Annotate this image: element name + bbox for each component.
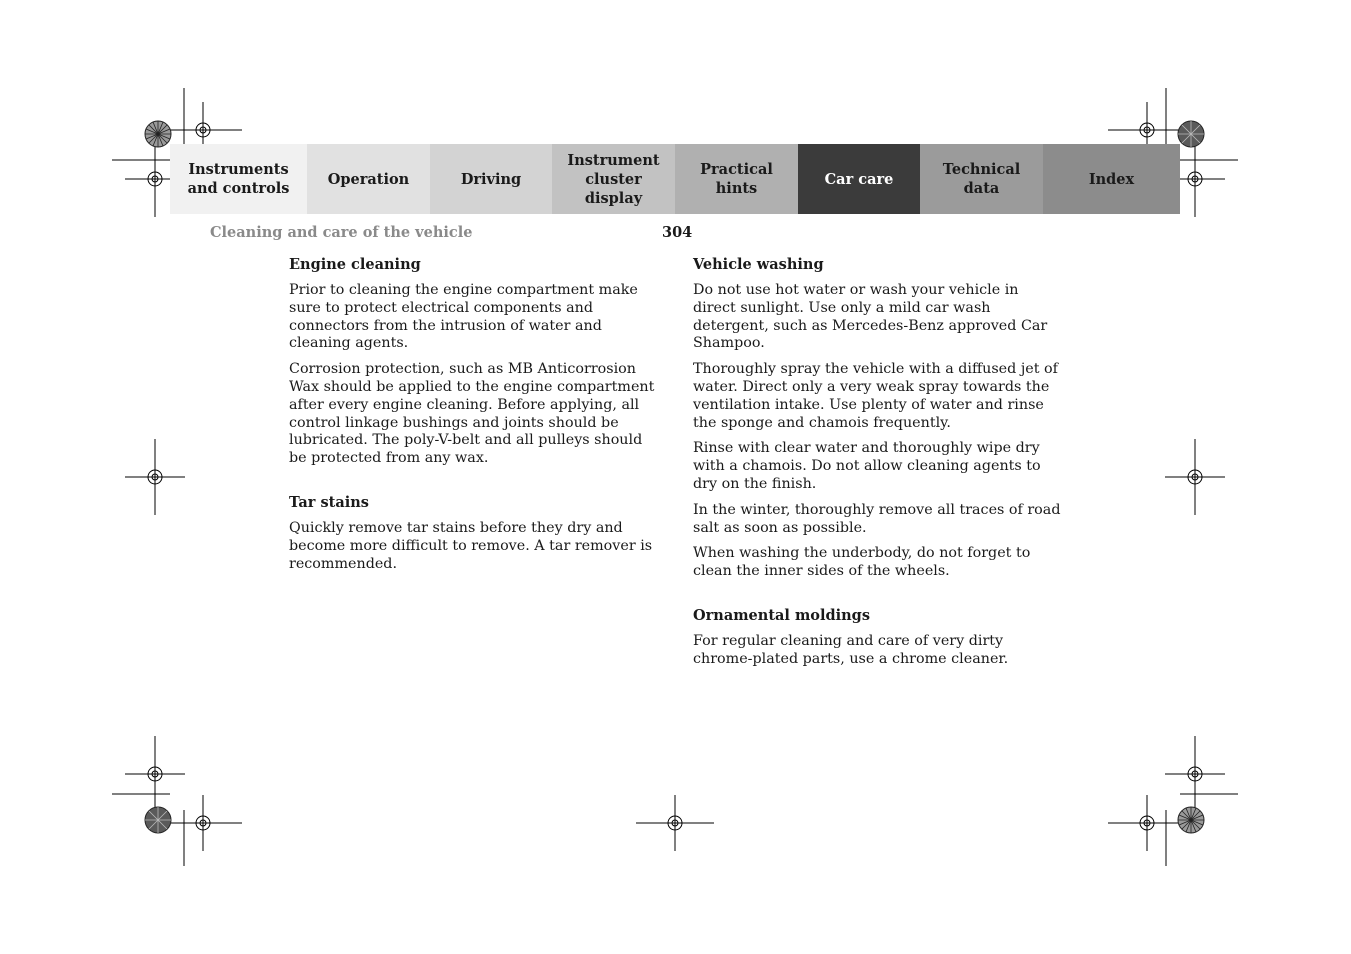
section-gap (693, 589, 1065, 607)
tab-label: Driving (460, 170, 522, 188)
section-gap (289, 476, 661, 494)
tab-label-line1: Instruments (188, 161, 289, 178)
vehicle-washing-heading: Vehicle washing (693, 256, 824, 273)
tab-operation[interactable] (307, 144, 430, 214)
tar-stains-paragraph: Quickly remove tar stains before they dry and become more difficult to remove. A tar remover is recommended. (289, 519, 653, 572)
tab-label-line1: Instrument (567, 151, 660, 169)
tab-label: Operation (327, 170, 410, 188)
ornamental-moldings-paragraph: For regular cleaning and care of very dirty chrome-plated parts, use a chrome cleaner. (693, 632, 1009, 667)
engine-cleaning-paragraph: Corrosion protection, such as MB Anticorrosion Wax should be applied to the engine compartment after every engine cleaning. Before applying, all control linkage bushings and joints should be lubricated. The poly-V-belt and all pulleys should be protected from any wax. (289, 361, 655, 467)
vehicle-washing-paragraph: Thoroughly spray the vehicle with a diffused jet of water. Direct only a very weak spray towards the ventilation intake. Use plenty of water and rinse the sponge and chamois frequently. (693, 361, 1058, 431)
tab-label-line2: data (963, 180, 1000, 197)
tab-instrument-cluster-display[interactable] (552, 144, 675, 214)
tab-technical-data[interactable] (920, 144, 1043, 214)
vehicle-washing-paragraph: Rinse with clear water and thoroughly wipe dry with a chamois. Do not allow cleaning agents to dry on the finish. (693, 440, 1041, 492)
tab-car-care-active[interactable] (798, 144, 920, 214)
tab-instruments-and-controls[interactable] (170, 144, 307, 214)
engine-cleaning-paragraph: Prior to cleaning the engine compartment make sure to protect electrical components and connectors from the intrusion of water and cleaning agents. (289, 282, 638, 352)
tab-driving[interactable] (430, 144, 552, 214)
vehicle-washing-paragraph: Do not use hot water or wash your vehicle in direct sunlight. Use only a mild car wash detergent, such as Mercedes-Benz approved Car Shampoo. (693, 282, 1048, 352)
engine-cleaning-heading: Engine cleaning (289, 256, 421, 273)
ornamental-moldings-heading: Ornamental moldings (693, 606, 870, 624)
page-number: 304 (662, 224, 693, 241)
left-column (289, 256, 661, 581)
right-column (693, 256, 1065, 677)
tab-label-line2: and controls (187, 180, 290, 197)
tab-label: Car care (824, 170, 894, 188)
chapter-tab-bar (170, 144, 1180, 214)
vehicle-washing-paragraph: When washing the underbody, do not forget to clean the inner sides of the wheels. (693, 545, 1031, 580)
section-title: Cleaning and care of the vehicle (210, 224, 473, 241)
tar-stains-heading: Tar stains (289, 493, 369, 511)
tab-label-line2: cluster display (584, 170, 643, 207)
tab-index[interactable] (1043, 144, 1180, 214)
tab-practical-hints[interactable] (675, 144, 798, 214)
tab-label: Index (1088, 170, 1135, 188)
vehicle-washing-paragraph: In the winter, thoroughly remove all traces of road salt as soon as possible. (693, 501, 1061, 536)
tab-label: Practical hints (700, 161, 773, 197)
tab-label-line1: Technical (942, 161, 1021, 178)
